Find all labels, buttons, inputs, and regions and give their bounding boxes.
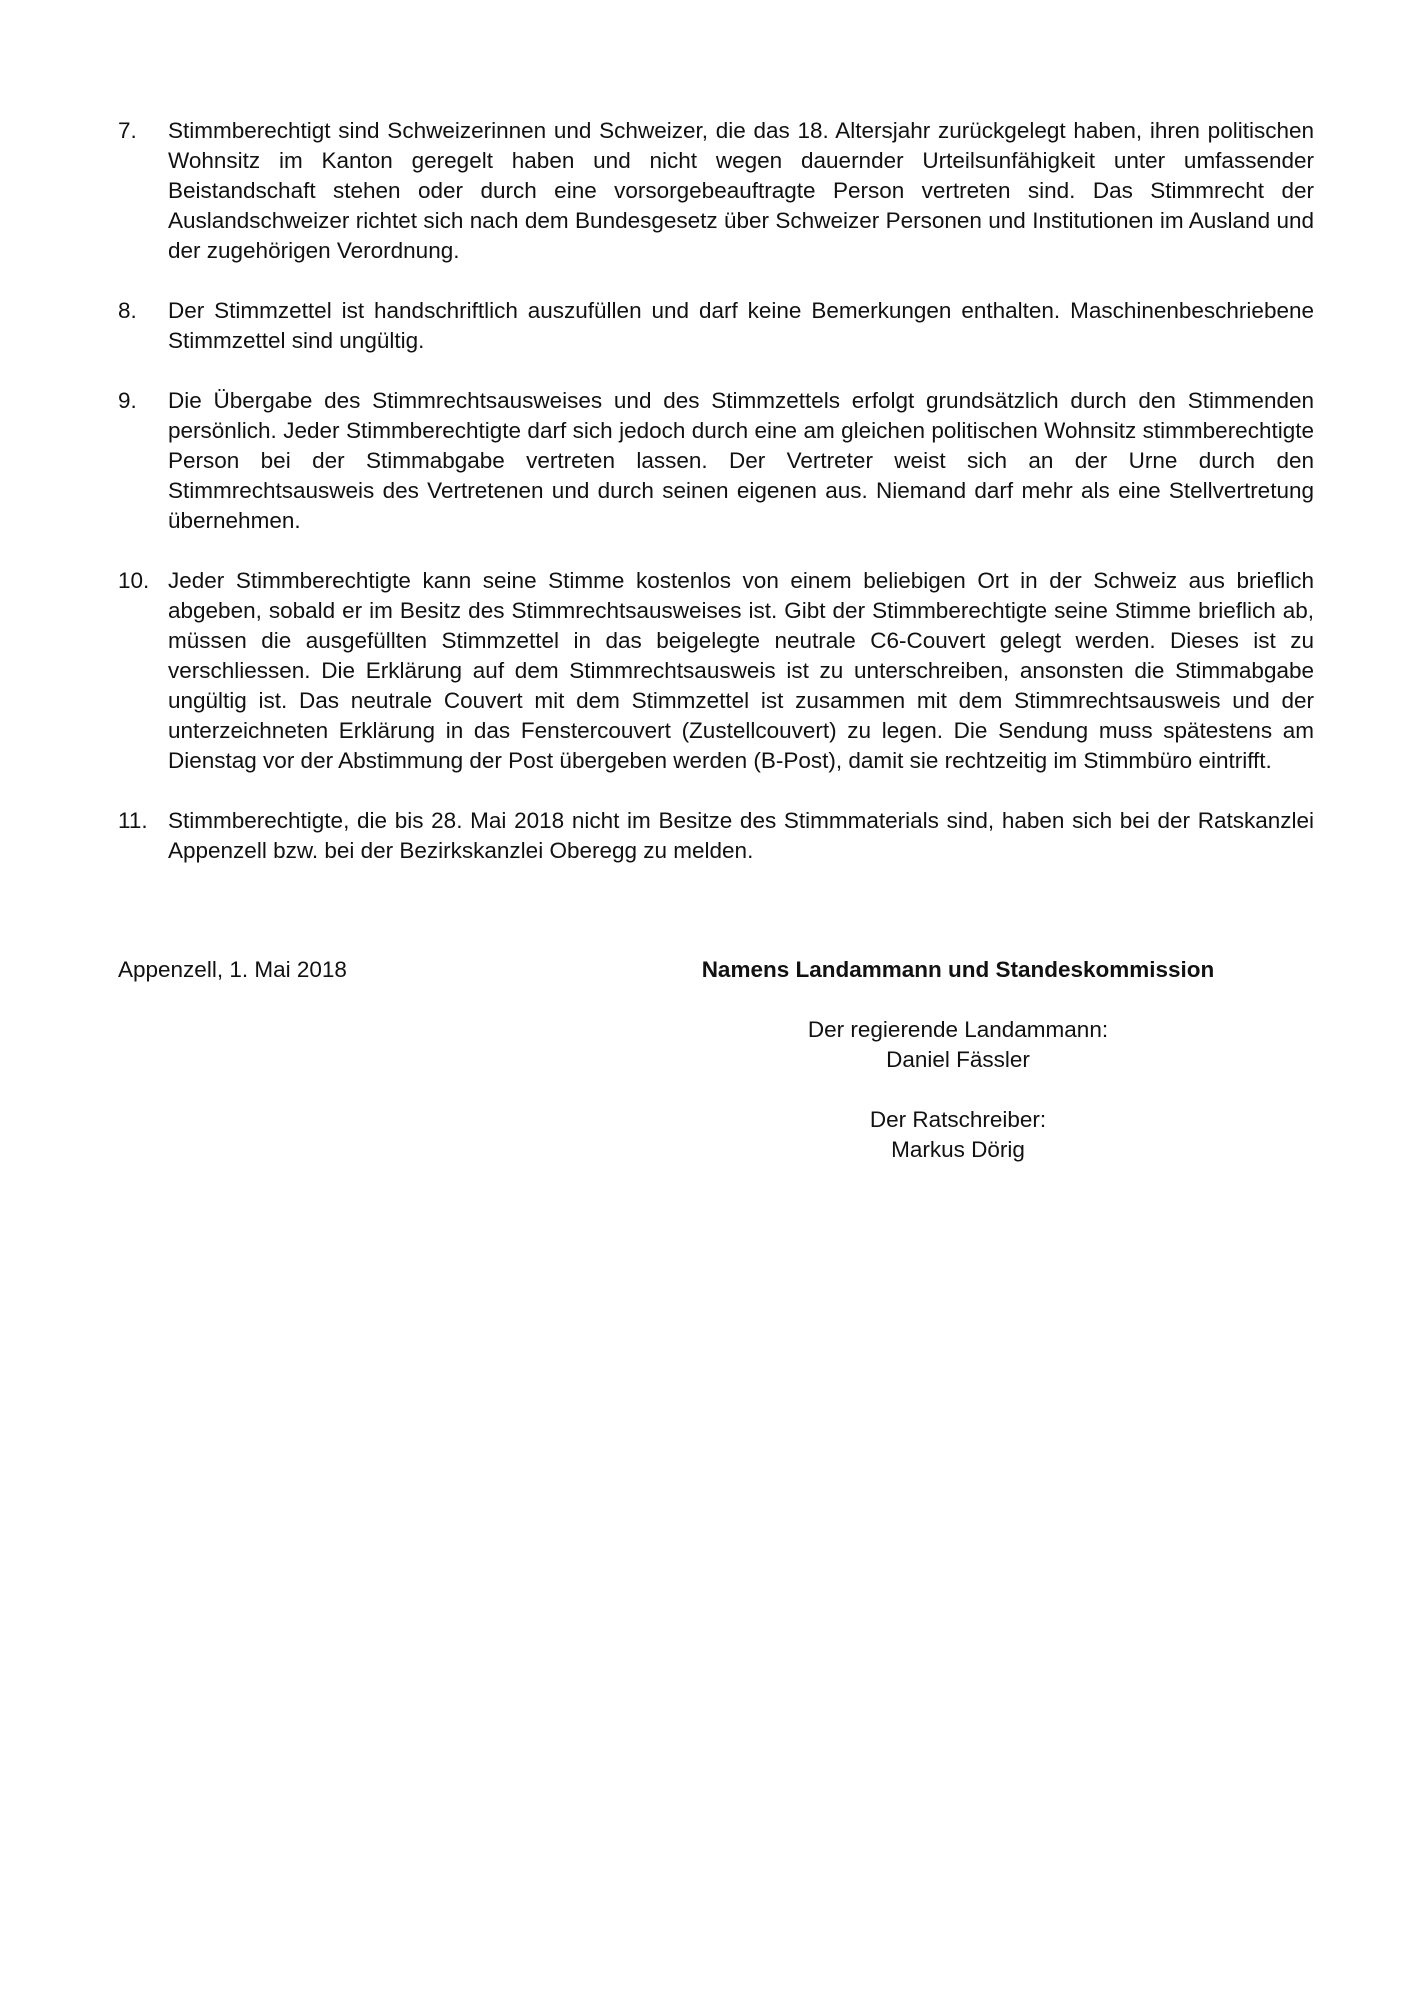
numbered-list [118,116,1314,896]
list-item-10 [118,566,1314,776]
signatory-name: Daniel Fässler [886,1047,1030,1072]
signatory-ratschreiber [658,1105,1258,1165]
item-text: Stimmberechtigte, die bis 28. Mai 2018 nicht im Besitze des Stimmmaterials sind, haben sich bei der Ratskanzlei Appenzell bzw. bei der Bezirkskanzlei Oberegg zu melden. [168,808,1314,863]
signatory-role: Der Ratschreiber: [869,1107,1047,1132]
signature-block [658,955,1258,1165]
item-text: Die Übergabe des Stimmrechtsausweises und des Stimmzettels erfolgt grundsätzlich durch den Stimmenden persönlich. Jeder Stimmberechtigte darf sich jedoch durch eine am gleichen politischen Wohnsitz stimmberechtigte Person bei der Stimmabgabe vertreten lassen. Der Vertreter weist sich an der Urne durch den Stimmrechtsausweis des Vertretenen und durch seinen eigenen aus. Niemand darf mehr als eine Stellvertretung übernehmen. [168,388,1314,533]
item-text: Stimmberechtigt sind Schweizerinnen und Schweizer, die das 18. Altersjahr zurückgelegt haben, ihren politischen Wohnsitz im Kanton geregelt haben und nicht wegen dauernder Urteilsunfähigkeit unter umfassender Beistandschaft stehen oder durch eine vorsorgebeauftragte Person vertreten sind. Das Stimmrecht der Auslandschweizer richtet sich nach dem Bundesgesetz über Schweizer Personen und Institutionen im Ausland und der zugehörigen Verordnung. [168,118,1314,263]
place-date: Appenzell, 1. Mai 2018 [118,957,347,982]
item-number: 10. [118,568,150,593]
item-number: 9. [118,388,137,413]
list-item-11 [118,806,1314,866]
list-item-9 [118,386,1314,536]
item-number: 8. [118,298,137,323]
signatory-name: Markus Dörig [891,1137,1025,1162]
item-number: 7. [118,118,137,143]
list-item-7 [118,116,1314,266]
item-text: Jeder Stimmberechtigte kann seine Stimme kostenlos von einem beliebigen Ort in der Schweiz aus brieflich abgeben, sobald er im Besitz des Stimmrechtsausweises ist. Gibt der Stimmberechtigte seine Stimme brieflich ab, müssen die ausgefüllten Stimmzettel in das beigelegte neutrale C6-Couvert gelegt werden. Dieses ist zu verschliessen. Die Erklärung auf dem Stimmrechtsausweis ist zu unterschreiben, ansonsten die Stimmabgabe ungültig ist. Das neutrale Couvert mit dem Stimmzettel ist zusammen mit dem Stimmrechtsausweis und der unterzeichneten Erklärung in das Fenstercouvert (Zustellcouvert) zu legen. Die Sendung muss spätestens am Dienstag vor der Abstimmung der Post übergeben werden (B-Post), damit sie rechtzeitig im Stimmbüro eintrifft. [168,568,1314,773]
item-number: 11. [118,808,148,833]
list-item-8 [118,296,1314,356]
signature-footer [118,955,1314,1175]
signatory-landammann [658,1015,1258,1075]
signatory-role: Der regierende Landammann: [807,1017,1109,1042]
item-text: Der Stimmzettel ist handschriftlich auszufüllen und darf keine Bemerkungen enthalten. Maschinenbeschriebene Stimmzettel sind ungültig. [168,298,1314,353]
signature-heading: Namens Landammann und Standeskommission [701,957,1215,982]
